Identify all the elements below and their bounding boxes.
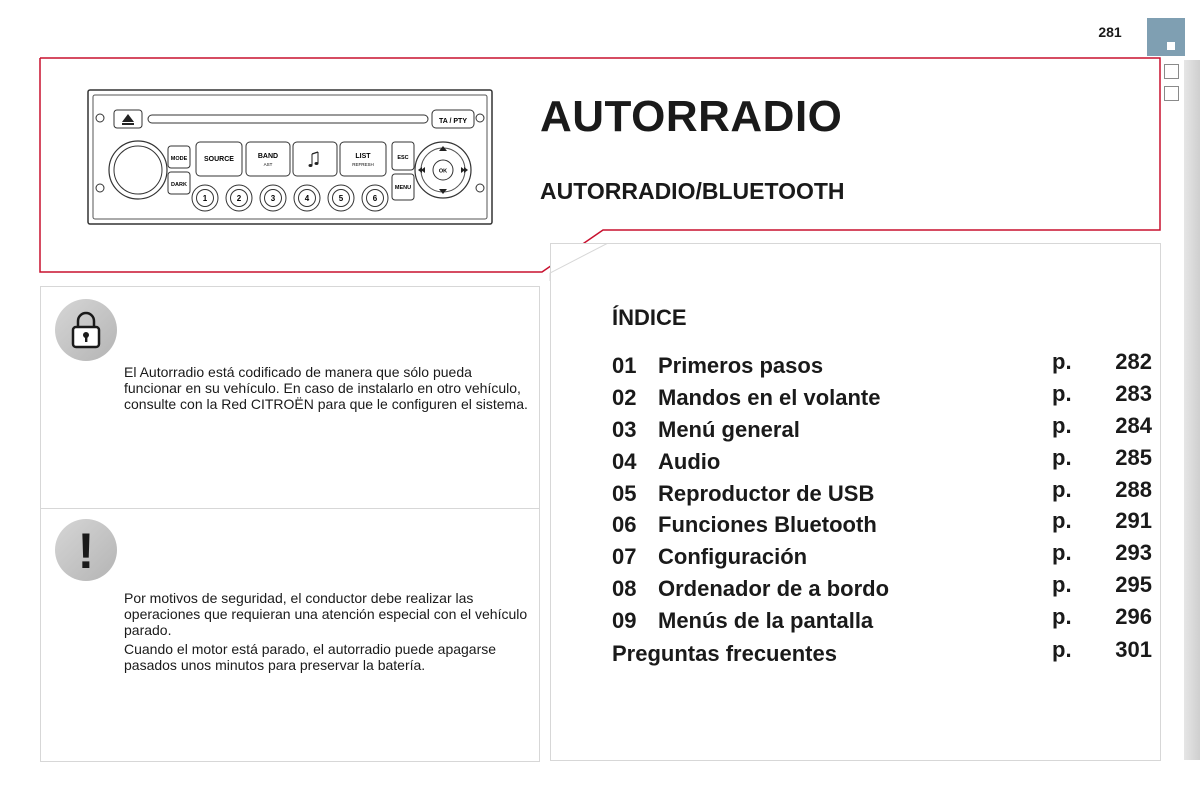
toc-page: 288 [1115, 477, 1152, 502]
toc-page-prefix: p. [1052, 477, 1072, 502]
toc-number: 06 [612, 512, 637, 537]
toc-page: 283 [1115, 381, 1152, 406]
toc-row-mandos-volante[interactable] [612, 381, 1152, 415]
page-title: AUTORRADIO [540, 92, 843, 141]
ta-pty-button[interactable] [432, 110, 474, 128]
preset-3-label: 3 [270, 194, 276, 203]
index-heading: ÍNDICE [612, 305, 687, 330]
page-subtitle: AUTORRADIO/BLUETOOTH [540, 178, 845, 204]
list-sub-label: REFRESH [352, 162, 374, 167]
toc-number: 07 [612, 544, 637, 569]
mode-button[interactable] [168, 146, 190, 168]
toc-page-prefix: p. [1052, 349, 1072, 374]
index-panel-corner [548, 243, 608, 283]
preset-6-button[interactable] [362, 185, 388, 211]
ok-label: OK [438, 168, 448, 175]
toc-page-prefix: p. [1052, 604, 1072, 629]
toc-row-menu-general[interactable] [612, 413, 1152, 447]
toc-label: Audio [658, 449, 721, 474]
toc-row-preguntas-frecuentes[interactable] [612, 637, 1152, 671]
preset-1-label: 1 [202, 194, 208, 203]
preset-2-button[interactable] [226, 185, 252, 211]
toc-page: 282 [1115, 349, 1152, 374]
toc-page-prefix: p. [1052, 445, 1072, 470]
preset-5-button[interactable] [328, 185, 354, 211]
mode-label: MODE [170, 156, 188, 162]
list-button[interactable] [340, 142, 386, 176]
preset-1-button[interactable] [192, 185, 218, 211]
ta-pty-label: TA / PTY [439, 118, 467, 125]
toc-number: 01 [612, 353, 637, 378]
toc-page-prefix: p. [1052, 381, 1072, 406]
toc-number: 08 [612, 576, 637, 601]
toc-page-prefix: p. [1052, 637, 1072, 662]
menu-label: MENU [394, 185, 412, 191]
security-note-panel [40, 286, 540, 510]
toc-row-ordenador-bordo[interactable] [612, 572, 1152, 606]
list-label: LIST [355, 153, 371, 160]
toc-row-configuracion[interactable] [612, 540, 1152, 574]
toc-page-prefix: p. [1052, 413, 1072, 438]
volume-knob[interactable] [109, 141, 167, 199]
warning-note-panel [40, 508, 540, 762]
toc-label: Mandos en el volante [658, 385, 881, 410]
toc-number: 05 [612, 481, 637, 506]
preset-5-label: 5 [338, 194, 344, 203]
toc-row-funciones-bluetooth[interactable] [612, 508, 1152, 542]
toc-number: 04 [612, 449, 637, 474]
cd-slot [148, 115, 428, 123]
toc-label: Primeros pasos [658, 353, 824, 378]
toc-page-prefix: p. [1052, 540, 1072, 565]
toc-page: 295 [1115, 572, 1152, 597]
esc-label: ESC [397, 155, 409, 161]
page-number: 281 [1098, 24, 1122, 40]
band-button[interactable] [246, 142, 290, 176]
toc-row-reproductor-usb[interactable] [612, 477, 1152, 511]
radio-illustration [86, 88, 496, 228]
nav-arrows-icon[interactable] [415, 142, 471, 198]
preset-3-button[interactable] [260, 185, 286, 211]
toc-row-menus-pantalla[interactable] [612, 604, 1152, 638]
toc-page: 293 [1115, 540, 1152, 565]
toc-number: 09 [612, 608, 637, 633]
music-button[interactable] [293, 142, 337, 176]
lock-icon [55, 299, 117, 361]
toc-label: Reproductor de USB [658, 481, 875, 506]
toc-number: 03 [612, 417, 637, 442]
toc-label: Menús de la pantalla [658, 608, 874, 633]
toc-label: Menú general [658, 417, 800, 442]
toc-page: 296 [1115, 604, 1152, 629]
toc-page: 301 [1115, 637, 1152, 662]
warning-note-text-2: Cuando el motor está parado, el autorradio puede apagarse pasados unos minutos para preservar la batería. [124, 641, 497, 673]
toc-page-prefix: p. [1052, 572, 1072, 597]
warning-note-text-1: Por motivos de seguridad, el conductor debe realizar las operaciones que requieran una atención especial con el vehículo parado. [124, 590, 528, 638]
toc-label: Funciones Bluetooth [658, 512, 877, 537]
toc-page: 285 [1115, 445, 1152, 470]
toc-number: 02 [612, 385, 637, 410]
warning-glyph: ! [77, 523, 95, 579]
toc-label: Configuración [658, 544, 808, 569]
eject-icon[interactable] [114, 110, 142, 128]
source-button[interactable] [196, 142, 242, 176]
band-label: BAND [257, 153, 279, 160]
dark-label: DARK [171, 182, 187, 188]
preset-6-label: 6 [372, 194, 378, 203]
preset-2-label: 2 [236, 194, 242, 203]
toc-page: 284 [1115, 413, 1152, 438]
toc-label: Ordenador de a bordo [658, 576, 890, 601]
preset-4-button[interactable] [294, 185, 320, 211]
toc-page-prefix: p. [1052, 508, 1072, 533]
band-sub-label: AST [263, 162, 273, 167]
dark-button[interactable] [168, 172, 190, 194]
toc-row-primeros-pasos[interactable] [612, 349, 1152, 383]
security-note-text: El Autorradio está codificado de manera que sólo pueda funcionar en su vehículo. En caso de instalarlo en otro vehículo, consulte con la Red CITROËN para que le configuren el sistema. [124, 364, 528, 412]
warning-icon [55, 519, 117, 581]
source-label: SOURCE [204, 156, 234, 163]
toc-page: 291 [1115, 508, 1152, 533]
toc-label: Preguntas frecuentes [612, 641, 837, 666]
menu-button[interactable] [392, 174, 414, 200]
preset-4-label: 4 [304, 194, 310, 203]
esc-button[interactable] [392, 142, 414, 170]
toc-row-audio[interactable] [612, 445, 1152, 479]
